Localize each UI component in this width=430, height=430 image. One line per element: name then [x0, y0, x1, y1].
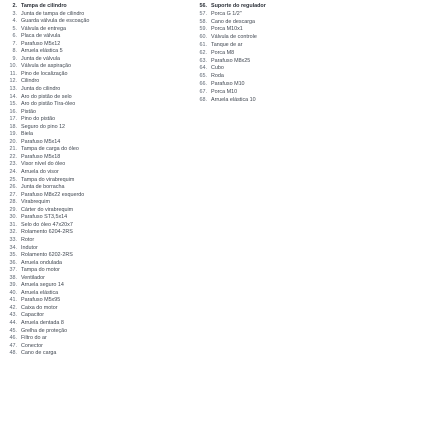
parts-list-item: [196, 81, 306, 89]
part-name: Cárter do virabrequim: [21, 206, 74, 213]
parts-list-item: [4, 260, 114, 268]
parts-list-item: [4, 290, 114, 298]
parts-list-item: [196, 65, 306, 73]
part-name: Parafuso M5x18: [21, 153, 61, 160]
part-name: Junta do cilindro: [21, 86, 61, 93]
part-number: 22.: [9, 153, 17, 160]
part-name: Parafuso ST3,5x14: [21, 214, 68, 221]
part-number: 31.: [9, 221, 17, 228]
parts-list-item: [196, 19, 306, 27]
parts-list-item: [4, 139, 114, 147]
part-name: Parafuso M8x25: [211, 57, 251, 64]
part-number: 28.: [9, 199, 17, 206]
parts-list-left: [4, 3, 114, 358]
part-number: 2.: [12, 3, 17, 9]
part-number: 21.: [9, 146, 17, 153]
part-name: Arruela ondulada: [21, 259, 63, 266]
part-number: 44.: [9, 319, 17, 326]
part-name: Aro do pistão Tira-óleo: [21, 101, 76, 108]
part-number: 10.: [9, 63, 17, 70]
part-name: Cano de carga: [21, 350, 57, 357]
part-name: Tanque de ar: [211, 41, 243, 48]
part-number: 57.: [199, 10, 207, 17]
parts-list-item: [4, 207, 114, 215]
part-name: Arruela elástica: [21, 289, 59, 296]
parts-list-item: [4, 335, 114, 343]
part-number: 14.: [9, 93, 17, 100]
part-name: Arruela dentada 8: [21, 319, 64, 326]
part-number: 62.: [199, 49, 207, 56]
part-number: 38.: [9, 274, 17, 281]
part-number: 34.: [9, 244, 17, 251]
part-name: Pino do pistão: [21, 116, 56, 123]
part-number: 29.: [9, 206, 17, 213]
part-number: 48.: [9, 350, 17, 357]
part-name: Parafuso M5x95: [21, 297, 61, 304]
parts-list-item: [4, 154, 114, 162]
parts-list-item: [4, 101, 114, 109]
part-number: 7.: [12, 40, 17, 47]
part-name: Arruela do visor: [21, 169, 59, 176]
part-name: Conector: [21, 342, 43, 349]
part-name: Tampa de cilindro: [21, 3, 67, 9]
part-name: Selo do óleo 47x20x7: [21, 221, 73, 228]
part-number: 59.: [199, 26, 207, 33]
part-name: Rolamento 6202-2RS: [21, 252, 73, 259]
part-number: 27.: [9, 191, 17, 198]
part-number: 65.: [199, 73, 207, 80]
part-name: Tampa de carga do óleo: [21, 146, 79, 153]
part-number: 67.: [199, 88, 207, 95]
parts-list-item: [4, 146, 114, 154]
parts-list-item: [4, 63, 114, 71]
part-number: 45.: [9, 327, 17, 334]
part-name: Capacitor: [21, 312, 45, 319]
part-number: 18.: [9, 123, 17, 130]
parts-list-item: [4, 222, 114, 230]
part-number: 9.: [12, 55, 17, 62]
part-name: Válvula de entrega: [21, 25, 66, 32]
part-name: Arruela seguro 14: [21, 282, 64, 289]
part-name: Virabrequim: [21, 199, 50, 206]
part-number: 39.: [9, 282, 17, 289]
parts-list-item: [4, 199, 114, 207]
part-name: Visor nível do óleo: [21, 161, 66, 168]
part-name: Válvula de controle: [211, 34, 257, 41]
part-number: 13.: [9, 86, 17, 93]
part-number: 64.: [199, 65, 207, 72]
parts-list-item: [4, 252, 114, 260]
part-name: Cilindro: [21, 78, 40, 85]
part-name: Ventilador: [21, 274, 45, 281]
parts-list-item: [4, 177, 114, 185]
part-name: Rotor: [21, 236, 35, 243]
part-number: 66.: [199, 80, 207, 87]
part-number: 35.: [9, 252, 17, 259]
parts-list-item: [4, 245, 114, 253]
parts-list-right: [196, 3, 306, 104]
part-name: Porca M10: [211, 88, 238, 95]
parts-list-item: [4, 320, 114, 328]
part-number: 26.: [9, 184, 17, 191]
parts-list-item: [4, 161, 114, 169]
parts-list-item: [196, 58, 306, 66]
part-number: 16.: [9, 108, 17, 115]
parts-list-item: [4, 229, 114, 237]
parts-list-item: [196, 73, 306, 81]
part-name: Biela: [21, 131, 33, 138]
part-number: 68.: [199, 96, 207, 103]
part-name: Porca M10x1: [211, 26, 243, 33]
parts-list-item: [4, 11, 114, 19]
part-name: Cano de descarga: [211, 18, 256, 25]
part-number: 32.: [9, 229, 17, 236]
part-name: Válvula de aspiração: [21, 63, 72, 70]
part-name: Arruela elástica 5: [21, 48, 63, 55]
parts-list-item: [196, 3, 306, 11]
part-number: 5.: [12, 25, 17, 32]
parts-list-item: [4, 267, 114, 275]
part-number: 46.: [9, 335, 17, 342]
part-name: Junta de válvula: [21, 55, 60, 62]
part-number: 3.: [12, 10, 17, 17]
part-number: 42.: [9, 304, 17, 311]
parts-list-item: [196, 26, 306, 34]
part-number: 40.: [9, 289, 17, 296]
parts-list-item: [4, 131, 114, 139]
part-number: 19.: [9, 131, 17, 138]
parts-list-item: [4, 48, 114, 56]
parts-list-item: [4, 71, 114, 79]
part-number: 37.: [9, 267, 17, 274]
part-name: Roda: [211, 73, 224, 80]
part-name: Porca M8: [211, 49, 235, 56]
part-name: Cubo: [211, 65, 224, 72]
parts-list-item: [196, 42, 306, 50]
parts-list-item: [4, 56, 114, 64]
parts-list-item: [4, 124, 114, 132]
parts-list-item: [196, 34, 306, 42]
part-number: 43.: [9, 312, 17, 319]
parts-list-item: [4, 78, 114, 86]
part-name: Junta de borracha: [21, 184, 65, 191]
part-number: 11.: [9, 70, 17, 77]
parts-list-item: [4, 328, 114, 336]
part-name: Porca G 1/2": [211, 10, 242, 17]
parts-list-item: [4, 169, 114, 177]
part-number: 41.: [9, 297, 17, 304]
parts-list-item: [4, 3, 114, 11]
parts-list-item: [196, 97, 306, 105]
part-name: Parafuso M5x14: [21, 138, 61, 145]
part-name: Suporte do regulador: [211, 3, 266, 9]
part-number: 17.: [9, 116, 17, 123]
parts-list-item: [4, 312, 114, 320]
part-name: Arruela elástica 10: [211, 96, 256, 103]
part-number: 33.: [9, 236, 17, 243]
part-name: Parafuso M10: [211, 80, 245, 87]
part-number: 20.: [9, 138, 17, 145]
parts-list-item: [4, 343, 114, 351]
part-number: 4.: [12, 18, 17, 25]
part-name: Filtro do ar: [21, 335, 47, 342]
parts-list-item: [196, 89, 306, 97]
parts-list-item: [4, 305, 114, 313]
part-number: 30.: [9, 214, 17, 221]
parts-list-item: [4, 94, 114, 102]
parts-list-item: [4, 86, 114, 94]
part-name: Caixa do motor: [21, 304, 58, 311]
part-name: Junta de tampa de cilindro: [21, 10, 85, 17]
parts-list-item: [4, 237, 114, 245]
parts-list-item: [4, 26, 114, 34]
part-name: Rolamento 6204-2RS: [21, 229, 73, 236]
parts-list-item: [4, 282, 114, 290]
parts-list-item: [4, 275, 114, 283]
part-name: Grelha de proteção: [21, 327, 68, 334]
parts-list-item: [4, 192, 114, 200]
parts-list-item: [4, 214, 114, 222]
parts-list-item: [4, 184, 114, 192]
part-number: 8.: [12, 48, 17, 55]
part-name: Tampa do motor: [21, 267, 60, 274]
parts-list-item: [4, 41, 114, 49]
part-number: 15.: [9, 101, 17, 108]
part-number: 58.: [199, 18, 207, 25]
part-name: Indutor: [21, 244, 38, 251]
parts-list-item: [4, 18, 114, 26]
part-name: Pino de localização: [21, 70, 68, 77]
parts-list-item: [4, 33, 114, 41]
part-name: Aro do pistão de selo: [21, 93, 72, 100]
part-name: Seguro do pino 12: [21, 123, 66, 130]
part-number: 25.: [9, 176, 17, 183]
parts-list-item: [4, 297, 114, 305]
part-number: 63.: [199, 57, 207, 64]
part-number: 6.: [12, 33, 17, 40]
part-name: Guarda válvula de escoação: [21, 18, 90, 25]
part-name: Placa de válvula: [21, 33, 61, 40]
parts-list-item: [4, 350, 114, 358]
part-number: 23.: [9, 161, 17, 168]
part-number: 60.: [199, 34, 207, 41]
part-name: Parafuso M5x12: [21, 40, 61, 47]
part-number: 24.: [9, 169, 17, 176]
part-name: Pistão: [21, 108, 36, 115]
parts-list-item: [196, 50, 306, 58]
part-number: 56.: [199, 3, 207, 9]
part-number: 36.: [9, 259, 17, 266]
part-name: Tampa do virabrequim: [21, 176, 75, 183]
parts-list-item: [4, 116, 114, 124]
part-number: 47.: [9, 342, 17, 349]
part-name: Parafuso M8x22 esquerdo: [21, 191, 85, 198]
parts-list-item: [196, 11, 306, 19]
part-number: 61.: [199, 41, 207, 48]
part-number: 12.: [9, 78, 17, 85]
parts-list-item: [4, 109, 114, 117]
